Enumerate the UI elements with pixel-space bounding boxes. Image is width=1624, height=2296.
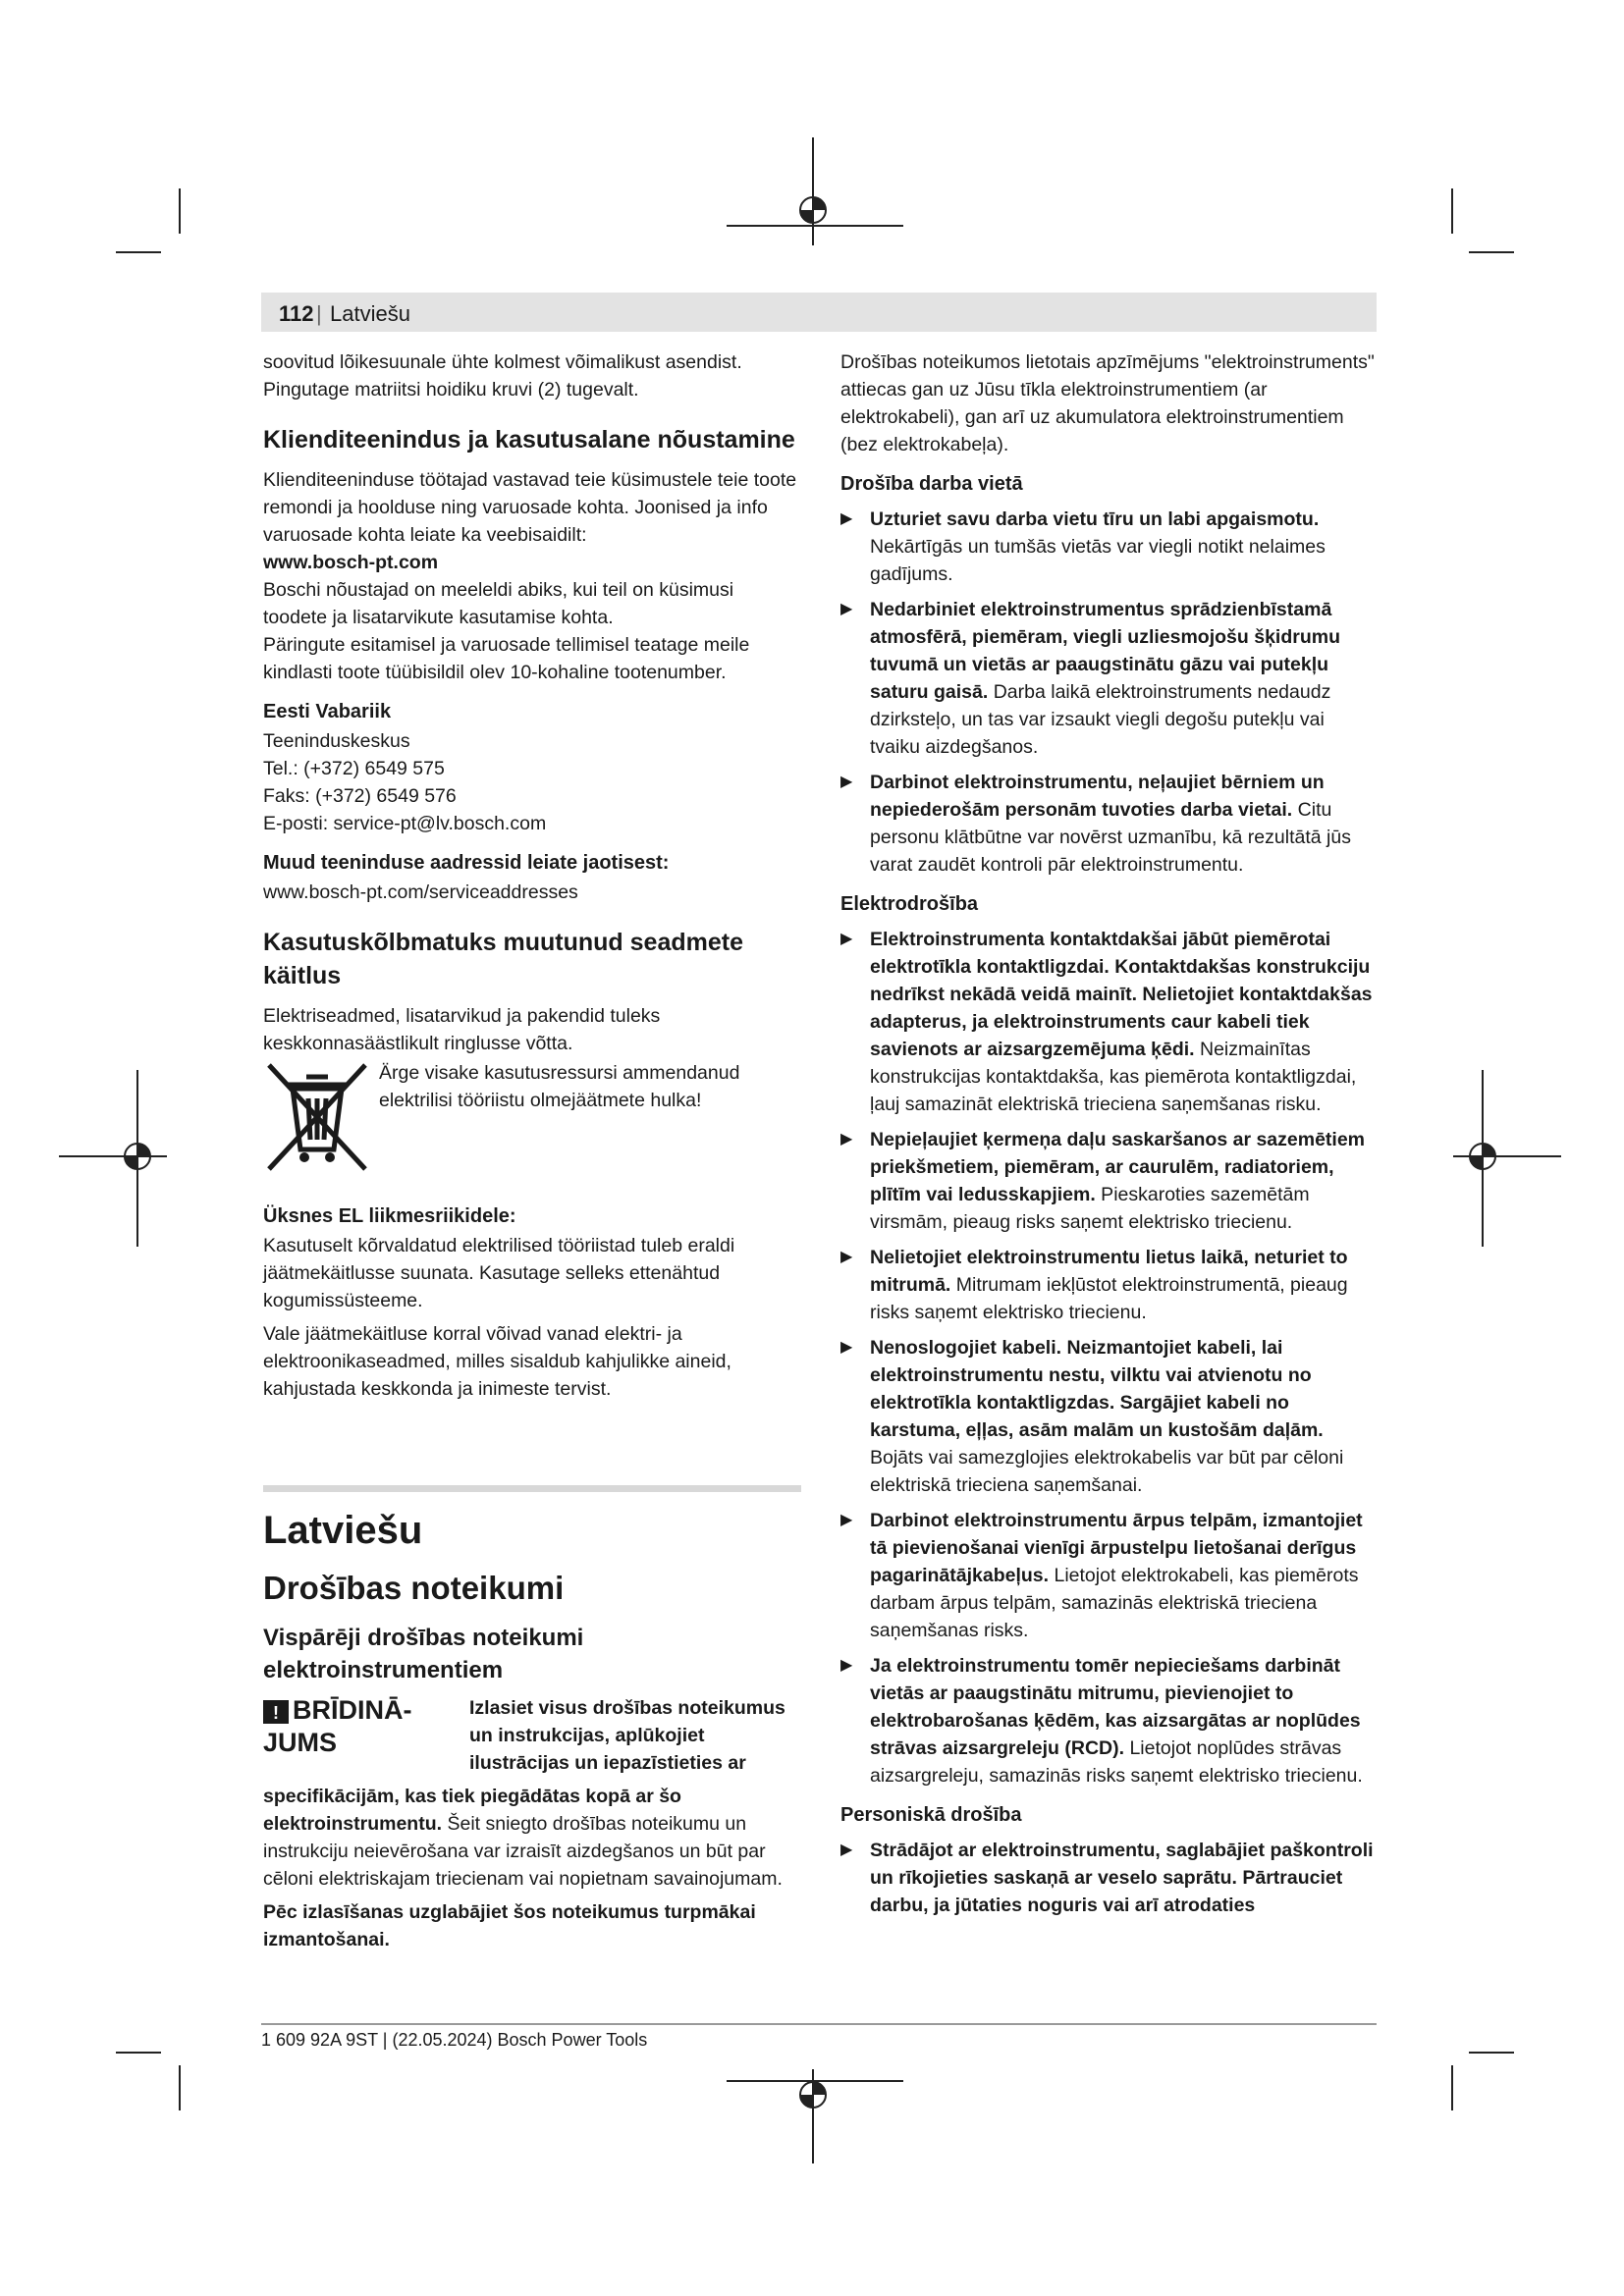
bullet-arrow-icon: ▶: [840, 1339, 853, 1356]
eu-text: Vale jäätmekäitluse korral võivad vanad elektri- ja elektroonikaseadmed, milles sisaldub kahjulikke aineid, kahjustada keskkonda ja inimeste tervist.: [263, 1323, 731, 1400]
crossed-bin-icon: [263, 1059, 371, 1175]
more-addresses-heading: Muud teeninduse aadressid leiate jaotisest:: [263, 852, 670, 874]
right-column: [840, 348, 1379, 1919]
registration-mark-icon: [1453, 1070, 1561, 1247]
registration-mark-icon: [727, 2069, 903, 2167]
crop-mark: [179, 2065, 181, 2110]
contact-line: Tel.: (+372) 6549 575: [263, 758, 445, 779]
registration-mark-icon: [727, 137, 903, 255]
warning-label-text: BRĪDINĀ-JUMS: [263, 1695, 412, 1757]
warning-label: [263, 1694, 460, 1759]
page-footer: 1 609 92A 9ST | (22.05.2024) Bosch Power Tools: [261, 2030, 648, 2050]
crop-mark: [116, 2052, 161, 2054]
bullet-arrow-icon: ▶: [840, 510, 853, 527]
contact-email[interactable]: E-posti: service-pt@lv.bosch.com: [263, 813, 547, 834]
header-language: Latviešu: [330, 301, 410, 326]
list-item: ▶ Elektroinstrumenta kontaktdakšai jābūt piemērotai elektrotīkla kontaktligzdai. Kontaktdakšas konstrukciju nedrīkst nekādā veidā mainīt. Nelietojiet kontaktdakšas adapterus, ja elektroinstruments caur kabeli tiek savienots ar aizsargzemējuma ķēdi. Neizmainītas konstrukcijas kontaktdakša, kas piemērota kontaktligzdai, ļauj samazināt elektriskā trieciena saņemšanas risku.: [840, 926, 1379, 1118]
warning-triangle-icon: !: [263, 1700, 289, 1724]
bullet-arrow-icon: ▶: [840, 1842, 853, 1858]
intro-line: Pingutage matriitsi hoidiku kruvi (2) tugevalt.: [263, 379, 639, 400]
country-heading: Eesti Vabariik: [263, 701, 392, 722]
crop-mark: [116, 251, 161, 253]
advice-text: Boschi nõustajad on meeleldi abiks, kui teil on küsimusi toodete ja lisatarvikute kasutamise kohta.: [263, 579, 734, 628]
warning-continuation-bold: specifikācijām, kas tiek piegādātas kopā ar šo elektroinstrumentu.: [263, 1786, 681, 1835]
crop-mark: [179, 188, 181, 234]
service-url[interactable]: www.bosch-pt.com: [263, 552, 439, 573]
list-item: ▶ Darbinot elektroinstrumentu, neļaujiet bērniem un nepiederošām personām tuvoties darba vietai. Citu personu klātbūtne var novērst uzmanību, kā rezultātā jūs varat zaudēt kontroli pār elektroinstrumentu.: [840, 769, 1379, 879]
service-heading: Klienditeenindus ja kasutusalane nõustamine: [263, 426, 795, 454]
personal-safety-heading: Personiskā drošība: [840, 1804, 1022, 1826]
list-item: ▶ Nenoslogojiet kabeli. Neizmantojiet kabeli, lai elektroinstrumentu nestu, vilktu vai atvienotu no elektrotīkla kontaktligzdas. Sargājiet kabeli no karstuma, eļļas, asām malām un kustošām daļām. Bojāts vai samezglojies elektrokabelis var būt par cēloni elektriskā trieciena saņemšanai.: [840, 1334, 1379, 1499]
left-column: [263, 348, 801, 1953]
electrical-safety-heading: Elektrodrošība: [840, 893, 979, 915]
safety-title: Drošības noteikumi: [263, 1570, 565, 1606]
work-area-heading: Drošība darba vietā: [840, 473, 1023, 495]
bullet-arrow-icon: ▶: [840, 601, 853, 617]
warning-continuation-text: Šeit sniegto drošības noteikumu un instrukciju neievērošana var izraisīt aizdegšanos un būt par cēloni elektriskajam triecienam vai nopietnam savainojumam.: [263, 1813, 783, 1890]
intro-line: soovitud lõikesuunale ühte kolmest võimalikust asendist.: [263, 351, 742, 373]
general-safety-title: Vispārēji drošības noteikumi elektroinstrumentiem: [263, 1625, 584, 1683]
list-item: ▶ Nepieļaujiet ķermeņa daļu saskaršanos ar sazemētiem priekšmetiem, piemēram, ar caurulēm, radiatoriem, plītīm vai ledusskapjiem. Pieskaroties sazemētām virsmām, pieaug risks saņemt elektrisko triecienu.: [840, 1126, 1379, 1236]
registration-mark-icon: [59, 1070, 167, 1247]
warning-text: Izlasiet visus drošības noteikumus un instrukcijas, aplūkojiet ilustrācijas un iepazīstieties ar: [469, 1697, 785, 1774]
list-item: ▶ Ja elektroinstrumentu tomēr nepieciešams darbināt vietās ar paaugstinātu mitrumu, pievienojiet to elektrobarošanas ķēdēm, kas aizsargātas ar noplūdes strāvas aizsargreleju (RCD). Lietojot noplūdes strāvas aizsargreleju, samazinās risks saņemt elektrisko triecienu.: [840, 1652, 1379, 1789]
disposal-icon-block: [263, 1059, 801, 1181]
contact-line: Teeninduskeskus: [263, 730, 410, 752]
list-item: ▶ Nedarbiniet elektroinstrumentus sprādzienbīstamā atmosfērā, piemēram, viegli uzliesmojošu šķidrumu tuvumā un vietās ar paaugstinātu gāzu vai putekļu saturu gaisā. Darba laikā elektroinstruments nedaudz dzirksteļo, un tas var izsaukt viegli degošu putekļu vai tvaiku aizdegšanos.: [840, 596, 1379, 761]
crop-mark: [1451, 2065, 1453, 2110]
bullet-arrow-icon: ▶: [840, 931, 853, 947]
keep-instructions-text: Pēc izlasīšanas uzglabājiet šos noteikumus turpmākai izmantošanai.: [263, 1901, 756, 1950]
service-text: Klienditeeninduse töötajad vastavad teie küsimustele teie toote remondi ja hoolduse ning varuosade kohta. Joonised ja info varuosade kohta leiate ka veebisaidilt:: [263, 469, 797, 546]
footer-rule: [261, 2023, 1377, 2025]
disposal-heading: Kasutuskõlbmatuks muutunud seadmete käitlus: [263, 929, 743, 989]
bullet-arrow-icon: ▶: [840, 1512, 853, 1528]
list-item: ▶ Darbinot elektroinstrumentu ārpus telpām, izmantojiet tā pievienošanai vienīgi ārpustelpu lietošanai derīgus pagarinātājkabeļus. Lietojot elektrokabeli, kas piemērots darbam ārpus telpām, samazinās elektriskā trieciena saņemšanas risks.: [840, 1507, 1379, 1644]
warning-continuation: [263, 1783, 801, 1893]
section-divider: [263, 1485, 801, 1492]
eu-heading: Üksnes EL liikmesriikidele:: [263, 1205, 516, 1227]
list-item: ▶ Nelietojiet elektroinstrumentu lietus laikā, neturiet to mitrumā. Mitrumam iekļūstot elektroinstrumentā, pieaug risks saņemt elektrisko triecienu.: [840, 1244, 1379, 1326]
contact-line: Faks: (+372) 6549 576: [263, 785, 457, 807]
list-item: ▶ Uzturiet savu darba vietu tīru un labi apgaismotu. Nekārtīgās un tumšās vietās var viegli notikt nelaimes gadījums.: [840, 506, 1379, 588]
order-text: Päringute esitamisel ja varuosade tellimisel teatage meile kindlasti toote tüübisildil olev 10-kohaline tootenumber.: [263, 634, 750, 683]
bullet-arrow-icon: ▶: [840, 1657, 853, 1674]
crop-mark: [1451, 188, 1453, 234]
page-number: 112: [279, 301, 314, 326]
right-intro: Drošības noteikumos lietotais apzīmējums "elektroinstruments" attiecas gan uz Jūsu tīkla elektroinstrumentiem (ar elektrokabeli), gan arī uz akumulatora elektroinstrumentiem (bez elektrokabeļa).: [840, 351, 1375, 455]
header-separator: |: [316, 301, 322, 326]
bullet-arrow-icon: ▶: [840, 1131, 853, 1148]
page-header-bar: [261, 293, 1377, 332]
crop-mark: [1469, 251, 1514, 253]
warning-block: [263, 1694, 801, 1783]
disposal-text: Elektriseadmed, lisatarvikud ja pakendid tuleks keskkonnasäästlikult ringlusse võtta.: [263, 1005, 661, 1054]
language-title: Latviešu: [263, 1509, 423, 1552]
more-addresses-url[interactable]: www.bosch-pt.com/serviceaddresses: [263, 881, 578, 903]
list-item: ▶ Strādājot ar elektroinstrumentu, saglabājiet paškontroli un rīkojieties saskaņā ar veselo saprātu. Pārtrauciet darbu, ja jūtaties noguris vai arī atrodaties: [840, 1837, 1379, 1919]
bullet-arrow-icon: ▶: [840, 774, 853, 790]
crop-mark: [1469, 2052, 1514, 2054]
bullet-arrow-icon: ▶: [840, 1249, 853, 1265]
eu-text: Kasutuselt kõrvaldatud elektrilised tööriistad tuleb eraldi jäätmekäitlusse suunata. Kasutage selleks ettenähtud kogumissüsteeme.: [263, 1235, 735, 1311]
disposal-icon-text: Ärge visake kasutusressursi ammendanud elektrilisi tööriistu olmejäätmete hulka!: [379, 1062, 740, 1111]
